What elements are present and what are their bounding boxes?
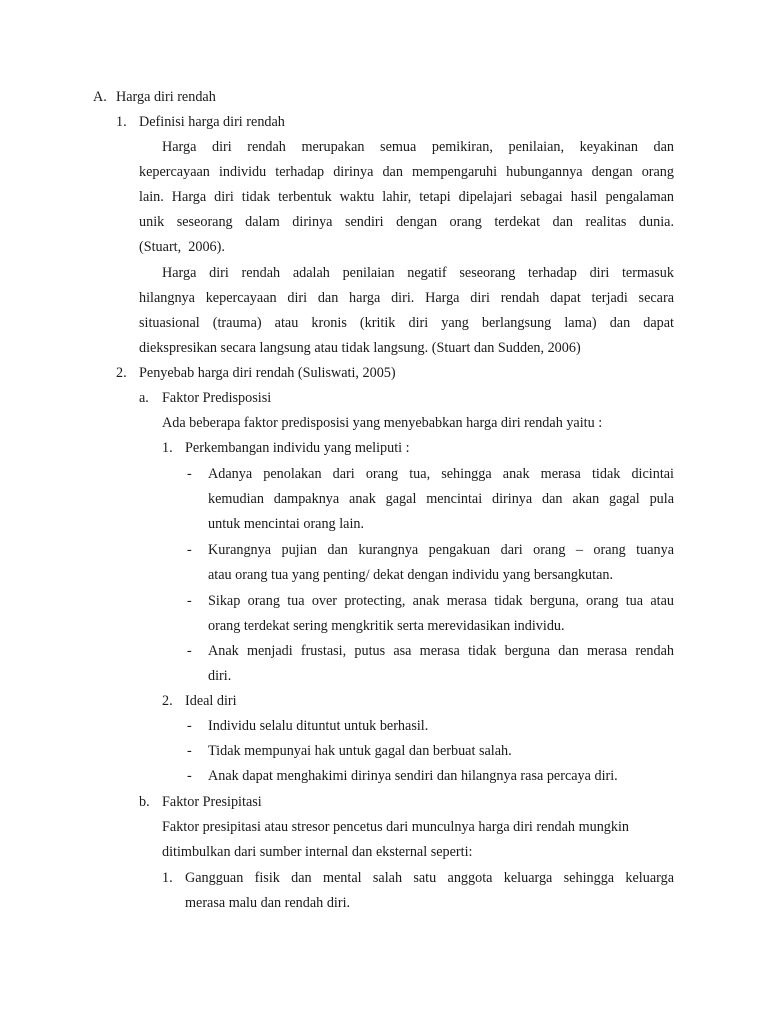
- paragraph-line: kepercayaan individu terhadap dirinya dan mempengaruhi hubungannya dengan orang: [139, 164, 674, 180]
- subitem-intro: Ada beberapa faktor predisposisi yang menyebabkan harga diri rendah yaitu :: [162, 415, 603, 431]
- bullet-dash: -: [187, 542, 192, 558]
- list-number: 2.: [162, 693, 173, 709]
- section-title: Harga diri rendah: [116, 89, 216, 105]
- paragraph-line: unik seseorang dalam dirinya sendiri dengan orang terdekat dan realitas dunia.: [139, 214, 674, 230]
- item-number: 1.: [116, 114, 127, 130]
- bullet-line: diri.: [208, 668, 232, 684]
- bullet-dash: -: [187, 593, 192, 609]
- subitem-intro: ditimbulkan dari sumber internal dan eksternal seperti:: [162, 844, 473, 860]
- list-line: merasa malu dan rendah diri.: [185, 895, 351, 911]
- bullet-dash: -: [187, 768, 192, 784]
- bullet-dash: -: [187, 718, 192, 734]
- subitem-label: a.: [139, 390, 149, 406]
- list-number: 1.: [162, 440, 173, 456]
- list-title: Perkembangan individu yang meliputi :: [185, 440, 410, 456]
- item-title: Penyebab harga diri rendah (Suliswati, 2005): [139, 365, 396, 381]
- bullet-line: untuk mencintai orang lain.: [208, 516, 365, 532]
- bullet-line: Individu selalu dituntut untuk berhasil.: [208, 718, 429, 734]
- subitem-intro: Faktor presipitasi atau stresor pencetus dari munculnya harga diri rendah mungkin: [162, 819, 630, 835]
- subitem-title: Faktor Presipitasi: [162, 794, 262, 810]
- paragraph-line: (Stuart, 2006).: [139, 239, 225, 255]
- bullet-line: kemudian dampaknya anak gagal mencintai dirinya dan akan gagal pula: [208, 491, 674, 507]
- list-title: Ideal diri: [185, 693, 237, 709]
- paragraph-line: situasional (trauma) atau kronis (kritik diri yang berlangsung lama) dan dapat: [139, 315, 674, 331]
- bullet-dash: -: [187, 743, 192, 759]
- paragraph-line: Harga diri rendah merupakan semua pemikiran, penilaian, keyakinan dan: [162, 139, 674, 155]
- bullet-dash: -: [187, 643, 192, 659]
- list-line: Gangguan fisik dan mental salah satu anggota keluarga sehingga keluarga: [185, 870, 674, 886]
- bullet-line: atau orang tua yang penting/ dekat dengan individu yang bersangkutan.: [208, 567, 614, 583]
- bullet-line: Kurangnya pujian dan kurangnya pengakuan dari orang – orang tuanya: [208, 542, 674, 558]
- paragraph-line: hilangnya kepercayaan diri dan harga diri. Harga diri rendah dapat terjadi secara: [139, 290, 674, 306]
- paragraph-line: lain. Harga diri tidak terbentuk waktu lahir, tetapi dipelajari sebagai hasil pengalaman: [139, 189, 674, 205]
- bullet-line: Anak dapat menghakimi dirinya sendiri dan hilangnya rasa percaya diri.: [208, 768, 618, 784]
- paragraph-line: Harga diri rendah adalah penilaian negatif seseorang terhadap diri termasuk: [162, 265, 674, 281]
- bullet-line: Sikap orang tua over protecting, anak merasa tidak berguna, orang tua atau: [208, 593, 674, 609]
- bullet-line: orang terdekat sering mengkritik serta merevidasikan individu.: [208, 618, 565, 634]
- bullet-line: Adanya penolakan dari orang tua, sehingga anak merasa tidak dicintai: [208, 466, 674, 482]
- item-title: Definisi harga diri rendah: [139, 114, 285, 130]
- bullet-line: Tidak mempunyai hak untuk gagal dan berbuat salah.: [208, 743, 512, 759]
- section-label: A.: [93, 89, 107, 105]
- list-number: 1.: [162, 870, 173, 886]
- bullet-dash: -: [187, 466, 192, 482]
- subitem-label: b.: [139, 794, 150, 810]
- item-number: 2.: [116, 365, 127, 381]
- paragraph-line: diekspresikan secara langsung atau tidak langsung. (Stuart dan Sudden, 2006): [139, 340, 581, 356]
- subitem-title: Faktor Predisposisi: [162, 390, 272, 406]
- bullet-line: Anak menjadi frustasi, putus asa merasa tidak berguna dan merasa rendah: [208, 643, 674, 659]
